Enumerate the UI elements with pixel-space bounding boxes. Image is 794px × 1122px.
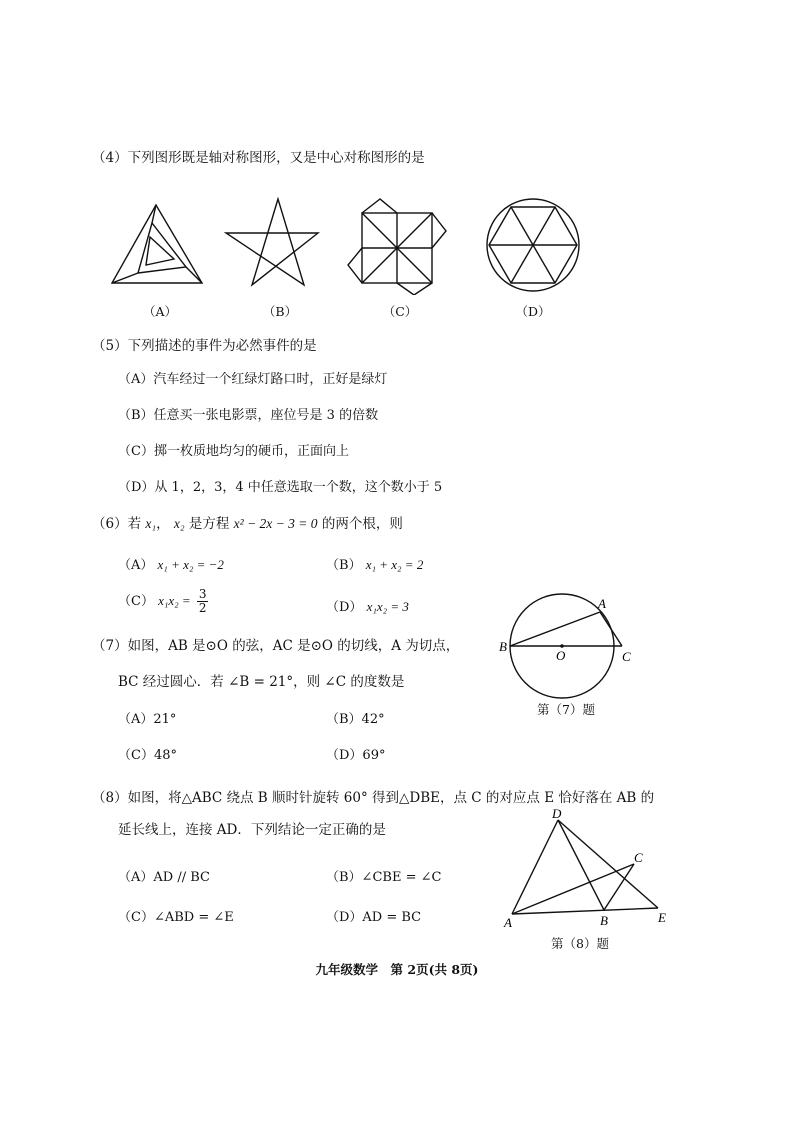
q6-stem-x2: x₂ (173, 516, 185, 531)
q7-stem-line1: （7）如图，AB 是⊙O 的弦，AC 是⊙O 的切线，A 为切点， (92, 638, 460, 654)
q5-option-b: （B）任意买一张电影票，座位号是 3 的倍数 (118, 408, 379, 423)
q5-option-c: （C）掷一枚质地均匀的硬币，正面向上 (118, 444, 349, 459)
q8-option-d: （D）AD = BC (326, 910, 422, 925)
q6-stem-post: 的两个根，则 (321, 516, 403, 532)
q4-figure-d (487, 199, 579, 291)
q8-option-c: （C）∠ABD = ∠E (118, 910, 234, 925)
q8-caption: 第（8）题 (551, 936, 609, 951)
q8-point-a: A (504, 915, 512, 930)
q8-stem-line1: （8）如图，将△ABC 绕点 B 顺时针旋转 60° 得到△DBE，点 C 的对应点 E 恰好落在 AB 的 (92, 790, 655, 806)
page-footer: 九年级数学 第 2页(共 8页) (315, 962, 479, 977)
q6-stem-sep: ， (156, 516, 170, 532)
q8-point-c: C (634, 850, 643, 865)
q6-option-c-lhs: x₁x₂ = (158, 593, 191, 608)
q6-option-d-expr: x₁x₂ = 3 (366, 599, 409, 614)
q8-figure (496, 806, 676, 930)
q7-point-o: O (556, 648, 566, 663)
q6-stem-eq: x² − 2x − 3 = 0 (233, 516, 318, 531)
q6-option-d (326, 596, 409, 615)
q8-option-a: （A）AD // BC (118, 870, 210, 885)
q5-option-d: （D）从 1，2，3，4 中任意选取一个数，这个数小于 5 (118, 480, 443, 495)
q6-stem (92, 512, 403, 532)
q7-option-d: （D）69° (326, 748, 386, 763)
q7-point-c: C (622, 649, 631, 664)
q6-option-c-numerator: 3 (198, 587, 207, 601)
q6-option-a-expr: x₁ + x₂ = −2 (157, 557, 224, 572)
q8-point-e: E (658, 910, 666, 925)
q6-stem-x1: x₁ (145, 516, 157, 531)
q7-point-a: A (598, 596, 606, 611)
q5-option-a: （A）汽车经过一个红绿灯路口时，正好是绿灯 (118, 372, 388, 387)
q6-option-c-label: （C） (118, 594, 154, 609)
q6-stem-mid: 是方程 (188, 516, 230, 532)
q6-option-b-expr: x₁ + x₂ = 2 (365, 557, 424, 572)
q4-figure-c (348, 199, 446, 295)
q4-label-b: （B） (262, 304, 298, 319)
q6-option-a (118, 554, 224, 573)
q4-label-c: （C） (382, 304, 418, 319)
q6-option-c-denominator: 2 (198, 601, 207, 615)
q4-label-d: （D） (515, 304, 551, 319)
q6-option-b (326, 554, 423, 573)
q7-option-c: （C）48° (118, 748, 177, 763)
q7-caption: 第（7）题 (537, 702, 595, 717)
q7-figure (496, 590, 646, 700)
q8-point-b: B (600, 913, 608, 928)
q7-point-b: B (499, 639, 507, 654)
q6-option-d-label: （D） (326, 600, 363, 615)
q4-stem: （4）下列图形既是轴对称图形，又是中心对称图形的是 (92, 150, 425, 166)
q8-point-d: D (552, 806, 562, 821)
q5-stem: （5）下列描述的事件为必然事件的是 (92, 338, 317, 354)
q8-option-b: （B）∠CBE = ∠C (326, 870, 442, 885)
q7-option-a: （A）21° (118, 712, 177, 727)
q7-stem-line2: BC 经过圆心．若 ∠B = 21°，则 ∠C 的度数是 (118, 674, 405, 690)
q6-option-c-fraction (197, 588, 209, 615)
q4-figure-b (226, 199, 318, 285)
q6-option-a-label: （A） (118, 558, 154, 573)
q6-stem-pre: （6）若 (92, 516, 142, 532)
q4-label-a: （A） (142, 304, 178, 319)
q8-stem-line2: 延长线上，连接 AD．下列结论一定正确的是 (118, 822, 386, 838)
q6-option-c (118, 588, 208, 615)
q4-figures (100, 195, 630, 295)
q4-figure-a (112, 205, 202, 283)
q6-option-b-label: （B） (326, 558, 362, 573)
q7-option-b: （B）42° (326, 712, 385, 727)
